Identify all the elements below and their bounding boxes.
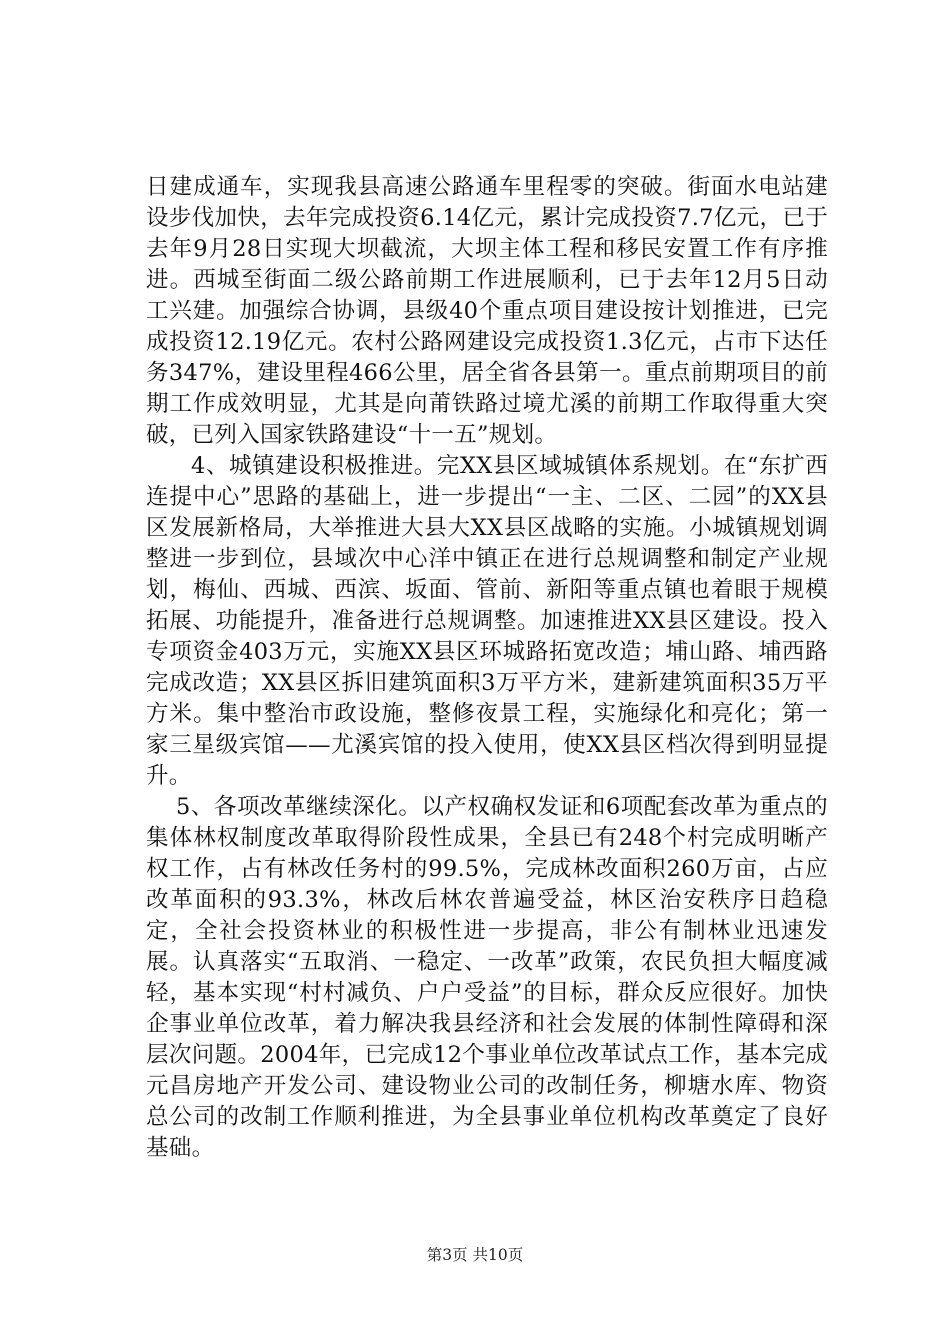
- paragraph-reform: 5、各项改革继续深化。以产权确权发证和6项配套改革为重点的集体林权制度改革取得阶段性成果，全县已有248个村完成明晰产权工作，占有林改任务村的99.5%，完成林改面积260万亩，占应改革面积的93.3%，林改后林农普遍受益，林区治安秩序日趋稳定，全社会投资林业的积极性进一步提高，非公有制林业迅速发展。认真落实“五取消、一稳定、一改革”政策，农民负担大幅度减轻，基本实现“村村减负、户户受益”的目标，群众反应很好。加快企事业单位改革，着力解决我县经济和社会发展的体制性障碍和深层次问题。2004年，已完成12个事业单位改革试点工作，基本完成元昌房地产开发公司、建设物业公司的改制任务，柳塘水库、物资总公司的改制工作顺利推进，为全县事业单位机构改革奠定了良好基础。: [146, 794, 828, 1161]
- paragraph-urban-construction: 4、城镇建设积极推进。完XX县区域城镇体系规划。在“东扩西连提中心”思路的基础上，进一步提出“一主、二区、二园”的XX县区发展新格局，大举推进大县大XX县区战略的实施。小城镇规划调整进一步到位，县域次中心洋中镇正在进行总规调整和制定产业规划，梅仙、西城、西滨、坂面、管前、新阳等重点镇也着眼于规模拓展、功能提升，准备进行总规调整。加速推进XX县区建设。投入专项资金403万元，实施XX县区环城路拓宽改造；埔山路、埔西路完成改造；XX县区拆旧建筑面积3万平方米，建新建筑面积35万平方米。集中整治市政设施，整修夜景工程，实施绿化和亮化；第一家三星级宾馆——尤溪宾馆的投入使用，使XX县区档次得到明显提升。: [146, 453, 828, 789]
- document-body: [146, 172, 828, 1164]
- paragraph-continuation: 日建成通车，实现我县高速公路通车里程零的突破。街面水电站建设步伐加快，去年完成投资6.14亿元，累计完成投资7.7亿元，已于去年9月28日实现大坝截流，大坝主体工程和移民安置工作有序推进。西城至街面二级公路前期工作进展顺利，已于去年12月5日动工兴建。加强综合协调，县级40个重点项目建设按计划推进，已完成投资12.19亿元。农村公路网建设完成投资1.3亿元，占市下达任务347%，建设里程466公里，居全省各县第一。重点前期项目的前期工作成效明显，尤其是向莆铁路过境尤溪的前期工作取得重大突破，已列入国家铁路建设“十一五”规划。: [146, 174, 828, 448]
- page-number: 第3页 共10页: [426, 1246, 524, 1264]
- page-footer: [0, 1243, 950, 1265]
